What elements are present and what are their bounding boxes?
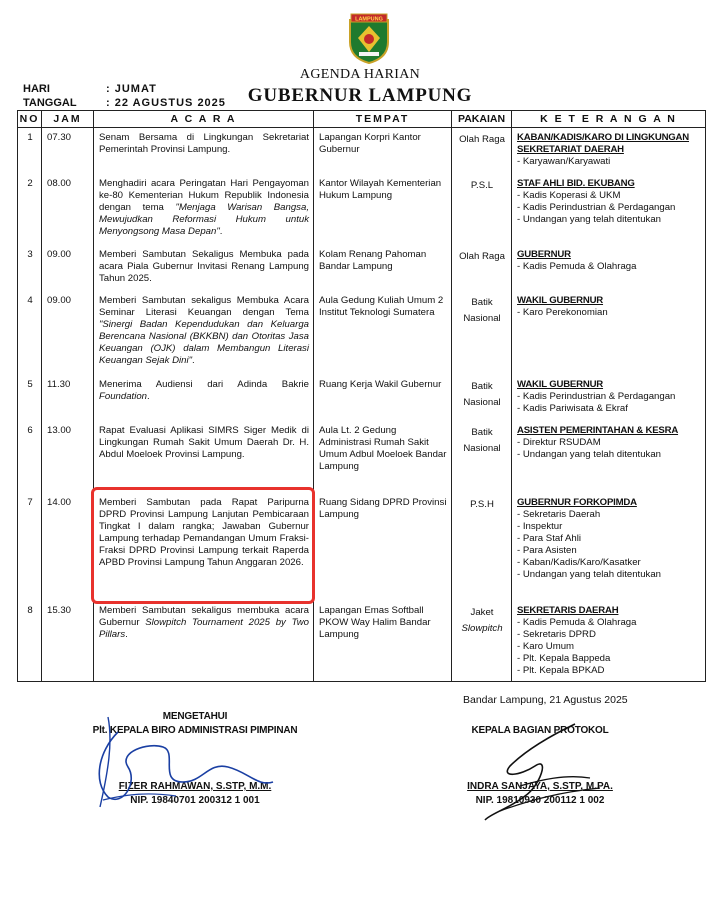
cell-jam: 11.30 (42, 375, 94, 421)
ket-item: - Undangan yang telah ditentukan (517, 568, 662, 580)
ket-title: SEKRETARIS DAERAH (517, 604, 619, 616)
cell-tempat: Aula Lt. 2 Gedung Administrasi Rumah Sakit Umum Adbul Moeloek Bandar Lampung (314, 421, 452, 493)
col-header-keterangan: K E T E R A N G A N (512, 111, 706, 128)
cell-acara: Memberi Sambutan pada Rapat Paripurna DPRD Provinsi Lampung Lanjutan Pembicaraan Tingkat I dalam rangka; Jawaban Gubernur Lampung terhadap Pemandangan Umum Fraksi-Fraksi DPRD Provinsi Lampung terkait Raperda APBD Provinsi Lampung Tahun Anggaran 2026. (94, 493, 314, 601)
cell-acara: Memberi Sambutan Sekaligus Membuka pada acara Piala Gubernur Invitasi Renang Lampung Tahun 2025. (94, 245, 314, 291)
table-row (18, 291, 706, 375)
cell-pakaian: Batik Nasional (452, 375, 512, 421)
table-header-row (18, 111, 706, 128)
cell-tempat: Lapangan Korpri Kantor Gubernur (314, 128, 452, 174)
left-sign-line2: Plt. KEPALA BIRO ADMINISTRASI PIMPINAN (92, 725, 298, 736)
ket-item: - Sekretaris Daerah (517, 508, 601, 520)
ket-item: - Para Staf Ahli (517, 532, 581, 544)
ket-item: - Inspektur (517, 520, 563, 532)
lampung-crest-logo (347, 12, 391, 64)
ket-item: - Karo Perekonomian (517, 306, 608, 318)
table-row (18, 421, 706, 493)
cell-pakaian: Jaket Slowpitch (452, 601, 512, 682)
cell-no: 6 (18, 421, 42, 493)
ket-item: - Para Asisten (517, 544, 577, 556)
table-row (18, 601, 706, 682)
cell-keterangan (512, 493, 706, 601)
ket-item: - Plt. Kepala Bappeda (517, 652, 611, 664)
right-signer-nip: NIP. 19810930 200112 1 002 (475, 795, 605, 806)
left-signature (88, 712, 278, 812)
right-signature (480, 716, 620, 826)
cell-no: 3 (18, 245, 42, 291)
ket-item: - Plt. Kepala BPKAD (517, 664, 605, 676)
left-signer-nip: NIP. 19840701 200312 1 001 (130, 795, 260, 806)
cell-keterangan (512, 421, 706, 493)
day-row (23, 83, 157, 95)
ket-title: KABAN/KADIS/KARO DI LINGKUNGAN SEKRETARIAT DAERAH (517, 132, 690, 155)
ket-item: - Kaban/Kadis/Karo/Kasatker (517, 556, 641, 568)
cell-jam: 08.00 (42, 174, 94, 245)
left-signer-name: FIZER RAHMAWAN, S.STP, M.M. (118, 781, 272, 792)
cell-no: 2 (18, 174, 42, 245)
ket-item: - Sekretaris DPRD (517, 628, 596, 640)
ket-title: GUBERNUR (517, 248, 571, 260)
cell-tempat: Kolam Renang Pahoman Bandar Lampung (314, 245, 452, 291)
right-signer-name: INDRA SANJAYA, S.STP, M.PA. (467, 781, 613, 792)
ket-item: - Direktur RSUDAM (517, 436, 601, 448)
cell-tempat: Ruang Kerja Wakil Gubernur (314, 375, 452, 421)
agenda-title: AGENDA HARIAN (299, 67, 421, 82)
cell-jam: 13.00 (42, 421, 94, 493)
cell-no: 1 (18, 128, 42, 174)
day-value: : JUMAT (106, 83, 157, 95)
col-header-pakaian: PAKAIAN (452, 111, 512, 128)
ket-item: - Karo Umum (517, 640, 575, 652)
cell-tempat: Aula Gedung Kuliah Umum 2 Institut Teknologi Sumatera (314, 291, 452, 375)
cell-pakaian: Olah Raga (452, 128, 512, 174)
table-row (18, 174, 706, 245)
cell-keterangan (512, 128, 706, 174)
cell-acara: Menerima Audiensi dari Adinda Bakrie Foundation. (94, 375, 314, 421)
cell-pakaian: P.S.H (452, 493, 512, 601)
cell-pakaian: Batik Nasional (452, 291, 512, 375)
cell-jam: 07.30 (42, 128, 94, 174)
cell-tempat: Lapangan Emas Softball PKOW Way Halim Bandar Lampung (314, 601, 452, 682)
cell-acara: Memberi Sambutan sekaligus Membuka Acara Seminar Literasi Keuangan dengan Tema "Sinergi Badan Kependudukan dan Keluarga Berencana Nasional (BKKBN) dan Otoritas Jasa Keuangan (OJK) dalam Membangun Literasi Keuangan Sejak Dini". (94, 291, 314, 375)
cell-acara: Rapat Evaluasi Aplikasi SIMRS Siger Medik di Lingkungan Rumah Sakit Umum Daerah Dr. H. Abdul Moeloek Provinsi Lampung. (94, 421, 314, 493)
cell-keterangan (512, 375, 706, 421)
ket-title: WAKIL GUBERNUR (517, 294, 604, 306)
ket-item: - Karyawan/Karyawati (517, 156, 611, 167)
cell-keterangan (512, 174, 706, 245)
ket-item: - Undangan yang telah ditentukan (517, 448, 662, 460)
governor-title: GUBERNUR LAMPUNG (247, 85, 473, 106)
table-row (18, 128, 706, 174)
cell-pakaian: Batik Nasional (452, 421, 512, 493)
place-date: Bandar Lampung, 21 Agustus 2025 (463, 694, 628, 706)
right-sign-line1: KEPALA BAGIAN PROTOKOL (471, 725, 609, 736)
cell-pakaian: Olah Raga (452, 245, 512, 291)
cell-no: 7 (18, 493, 42, 601)
col-header-no: NO (18, 111, 42, 128)
ket-title: GUBERNUR FORKOPIMDA (517, 496, 637, 508)
cell-jam: 15.30 (42, 601, 94, 682)
ket-item: - Kadis Pemuda & Olahraga (517, 260, 637, 272)
ket-item: - Kadis Pariwisata & Ekraf (517, 402, 628, 414)
date-label: TANGGAL (23, 97, 77, 109)
col-header-jam: JAM (42, 111, 94, 128)
day-label: HARI (23, 83, 50, 95)
cell-keterangan (512, 291, 706, 375)
cell-no: 4 (18, 291, 42, 375)
date-value: : 22 AGUSTUS 2025 (106, 97, 226, 109)
date-row (23, 97, 226, 109)
table-row (18, 245, 706, 291)
col-header-tempat: TEMPAT (314, 111, 452, 128)
left-sign-line1: MENGETAHUI (162, 711, 228, 722)
cell-jam: 14.00 (42, 493, 94, 601)
ket-item: - Kadis Koperasi & UKM (517, 189, 621, 201)
cell-keterangan (512, 601, 706, 682)
ket-item: - Kadis Perindustrian & Perdagangan (517, 201, 676, 213)
cell-acara: Menghadiri acara Peringatan Hari Pengayoman ke-80 Kementerian Hukum Republik Indonesia dengan tema "Menjaga Warisan Bangsa, Mewujudkan Reformasi Hukum untuk Menyongsong Masa Depan". (94, 174, 314, 245)
highlight-box (91, 487, 315, 604)
cell-tempat: Ruang Sidang DPRD Provinsi Lampung (314, 493, 452, 601)
ket-title: WAKIL GUBERNUR (517, 378, 604, 390)
ket-item: - Undangan yang telah ditentukan (517, 213, 662, 225)
logo-text: LAMPUNG (355, 16, 383, 23)
col-header-acara: A C A R A (94, 111, 314, 128)
ket-title: ASISTEN PEMERINTAHAN & KESRA (517, 424, 679, 436)
cell-acara: Senam Bersama di Lingkungan Sekretariat Pemerintah Provinsi Lampung. (94, 128, 314, 174)
cell-keterangan (512, 245, 706, 291)
ket-item: - Kadis Perindustrian & Perdagangan (517, 390, 676, 402)
cell-tempat: Kantor Wilayah Kementerian Hukum Lampung (314, 174, 452, 245)
cell-jam: 09.00 (42, 291, 94, 375)
cell-jam: 09.00 (42, 245, 94, 291)
cell-no: 8 (18, 601, 42, 682)
table-row (18, 375, 706, 421)
ket-item: - Kadis Pemuda & Olahraga (517, 616, 637, 628)
ket-title: STAF AHLI BID. EKUBANG (517, 177, 635, 189)
cell-pakaian: P.S.L (452, 174, 512, 245)
cell-no: 5 (18, 375, 42, 421)
cell-acara: Memberi Sambutan sekaligus membuka acara Gubernur Slowpitch Tournament 2025 by Two Pillars. (94, 601, 314, 682)
